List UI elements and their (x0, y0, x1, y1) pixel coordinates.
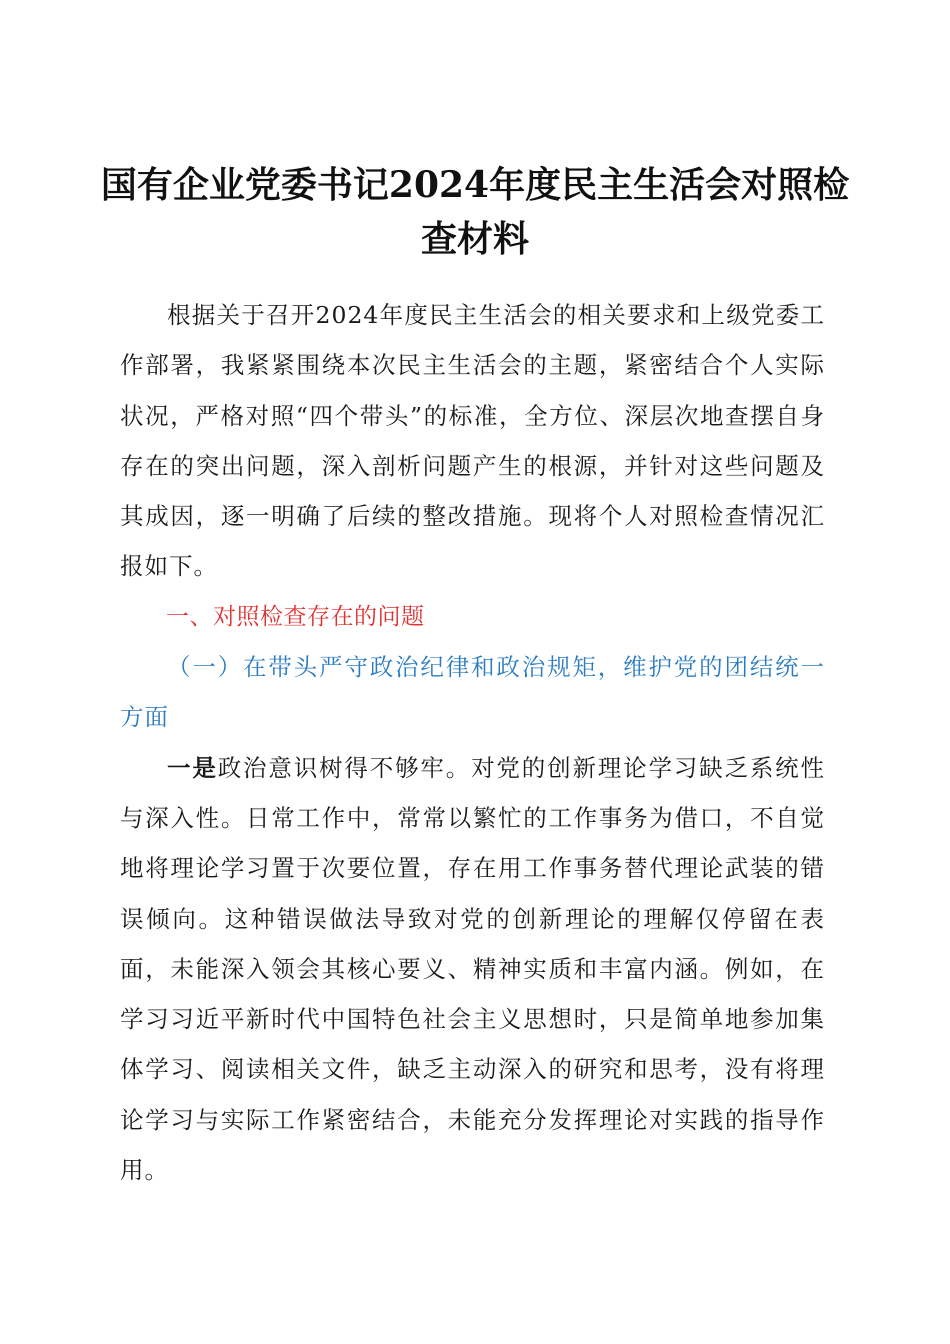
intro-paragraph: 根据关于召开2024年度民主生活会的相关要求和上级党委工作部署，我紧紧围绕本次民主生活会的主题，紧密结合个人实际状况，严格对照“四个带头”的标准，全方位、深层次地查摆自身存在的突出问题，深入剖析问题产生的根源，并针对这些问题及其成因，逐一明确了后续的整改措施。现将个人对照检查情况汇报如下。 (120, 301, 825, 581)
document-body (120, 290, 825, 1195)
point-lead: 一是 (167, 753, 218, 782)
document-title: 国有企业党委书记2024年度民主生活会对照检查材料 (100, 164, 850, 260)
section-heading: 一、对照检查存在的问题 (166, 603, 425, 630)
point-paragraph (120, 743, 825, 1196)
point-text: 政治意识树得不够牢。对党的创新理论学习缺乏系统性与深入性。日常工作中，常常以繁忙的工作事务为借口，不自觉地将理论学习置于次要位置，存在用工作事务替代理论武装的错误倾向。这种错误做法导致对党的创新理论的理解仅停留在表面，未能深入领会其核心要义、精神实质和丰富内涵。例如，在学习习近平新时代中国特色社会主义思想时，只是简单地参加集体学习、阅读相关文件，缺乏主动深入的研究和思考，没有将理论学习与实际工作紧密结合，未能充分发挥理论对实践的指导作用。 (120, 753, 826, 1185)
subsection-heading: （一）在带头严守政治纪律和政治规矩，维护党的团结统一方面 (120, 653, 825, 732)
